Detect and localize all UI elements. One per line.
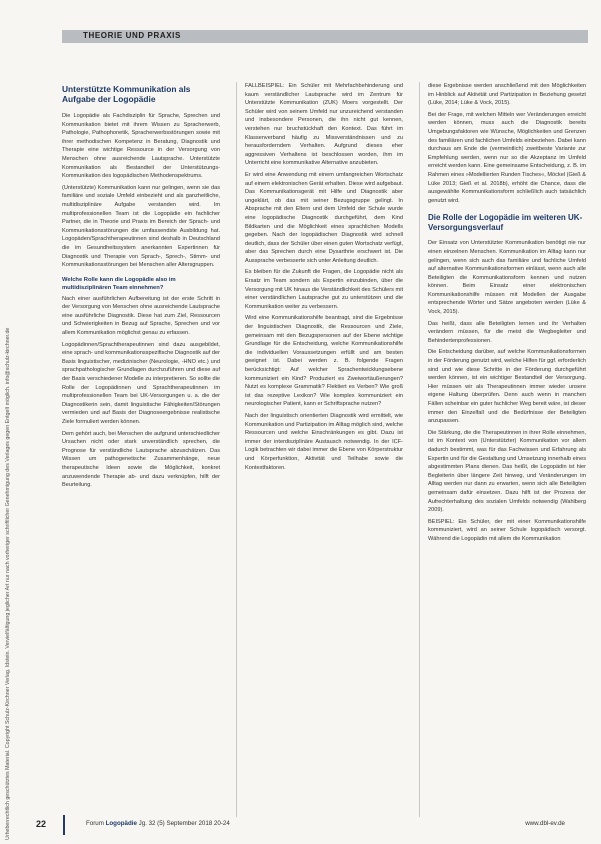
paragraph: (Unterstützte) Kommunikation kann nur gelingen, wenn sie das familiäre und soziale Umfeld einbezieht und als ganzheitliche, multidisziplinäre Aufgabe verstanden wird. Im multiprofessionellen Team ist die Logopädie ein fachlicher Partner, die in Theorie und Praxis im Bereich der Sprach- und Kommunikationsstörungen die umfassendste Ausbildung hat. Logopäden/Sprachtherapeutinnen sind deshalb in Deutschland die im Gesundheitssystem anerkannten Expertinnen für Diagnostik und Therapie von Sprach-, Sprech-, Stimm- und Kommunikationsstörungen bei Menschen aller Altersgruppen.: [62, 184, 220, 269]
column-divider: [419, 82, 420, 817]
paragraph: Nach der linguistisch orientierten Diagnostik wird ermittelt, wie Kommunikation und Partizipation im Alltag möglich sind, welche Ressourcen und welche Einschränkungen es gibt. Dazu ist immer der interdisziplinäre Austausch notwendig. In der ICF-Logik betrachten wir dabei immer die Ebene von Körperstruktur und Körperfunktion, Aktivität und Teilhabe sowie die Kontextfaktoren.: [245, 412, 403, 471]
journal-prefix: Forum: [86, 820, 106, 827]
column-1: [62, 82, 220, 493]
paragraph: Die Stärkung, die die Therapeutinnen in ihrer Rolle einnehmen, ist im Kontext von (Unterstützter) Kommunikation vor allem dadurch bestimmt, was für das Fachwissen und Erfahrung als Expertin und für die Gestaltung und Umsetzung innerhalb eines abgestimmten Plans dienen. Das heißt, die Logopädin ist hier Begleiterin über längere Zeit hinweg, und Veränderungen im Alltag werden nur dann zu erwarten, wenn sich alle Beteiligten gemeinsam dafür einsetzen. Dazu hilft ist der Prozess der Aufrechterhaltung des sozialen Umfelds notwendig (Wahlberg 2009).: [428, 429, 586, 514]
paragraph: Das heißt, dass alle Beteiligten lernen und ihr Verhalten verändern müssen, für die meist die Wegbegleiter und Behindertenprofessionen.: [428, 320, 586, 344]
paragraph: Es bleiben für die Zukunft die Fragen, die Logopädie nicht als Ersatz im Team sondern als Expertin einzubinden, über die Versorgung mit UK hinaus die Verständlichkeit des Schülers mit einer verständlichen Lautsprache gut zu unterstützen und die Kommunikation weiter zu verbessern.: [245, 269, 403, 310]
section-heading: Die Rolle der Logopädie im weiteren UK-Versorgungsverlauf: [428, 213, 583, 233]
column-2: [245, 82, 403, 475]
paragraph: Bei der Frage, mit welchen Mitteln wer Veränderungen erreicht werden können, muss auch die Diagnostik bereits Umgebungsfaktoren wie Wünsche, Möglichkeiten und Grenzen des familiären und fachlichen Umfelds einbeziehen. Dabei kann durchaus am Ende die (vermeintlich) zweitbeste Variante zur Empfehlung werden, wenn nur so die Akzeptanz im Umfeld erreicht werden kann. Eine gemeinsame Entscheidung, z. B. im Rahmen eines »Modellierten Runden Tisches«, Möckel (Gieß & Lüke 2013; Gieß et al. 2018b), erhöht die Chance, dass die ausgewählte Kommunikationsform schließlich auch tatsächlich genutzt wird.: [428, 111, 586, 204]
journal-citation: [86, 820, 230, 827]
copyright-notice: Urheberrechtlich geschütztes Material. Copyright Schulz-Kirchner Verlag. Idstein. Vervielfältigung jeglicher Art nur nach vorheriger schriftlicher Genehmigung des Verlages gegen Entgelt möglich. info@schulz-kirchner.de: [5, 327, 11, 840]
subheading: Welche Rolle kann die Logopädie also im multidisziplinären Team einnehmen?: [62, 276, 176, 291]
paragraph: Er wird eine Anwendung mit einem umfangreichen Wortschatz auf einem elektronischen Gerät erhalten. Diese wird aufgebaut. Das Kommunikationsgerät mit Hilfe und Diagnostik aber ungeklärt, ob das mit seiner Bezugsgruppe gelingt. In Absprache mit den Eltern und dem Umfeld der Schule wurde eine logopädische Diagnostik durchgeführt, dem Kind Bildkarten und die Möglichkeit eines sprachlichen Modells gegeben. Nach der logopädischen Diagnostik wird schnell deutlich, dass der Schüler über einen guten Wortschatz verfügt, aber das Sprechen durch eine Dysarthrie erschwert ist. Die Aussprache verbesserte sich unter Anleitung deutlich.: [245, 171, 403, 264]
publisher-url[interactable]: www.dbl-ev.de: [525, 820, 565, 827]
paragraph: Nach einer ausführlichen Aufbereitung ist der erste Schritt in der Versorgung von Menschen ohne ausreichende Lautsprache eine ausführliche Diagnostik. Diese hat zum Ziel, Ressourcen und Schwierigkeiten in Bezug auf Sprache, Sprechen und vor allem Kommunikation möglichst genau zu erfassen.: [62, 295, 220, 337]
journal-brand: Logopädie: [105, 820, 137, 827]
case-example-paragraph: BEISPIEL: Ein Schüler, der mit einer Kommunikationshilfe kommuniziert, wird an seiner Schule logopädisch versorgt. Während die Logopädin mit allem die Kommunikation: [428, 518, 586, 542]
case-example-paragraph: FALLBEISPIEL: Ein Schüler mit Mehrfachbehinderung und kaum verständlicher Lautsprache wird im Zentrum für Unterstützte Kommunikation (ZUK) Moers vorgestellt. Der Schüler wird von seinem Umfeld nur unzureichend verstanden und insbesondere Personen, die ihn nicht gut kennen, verstehen nur bruchstückhaft den Kontext. Das führt im Klassenverband häufig zu Missverständnissen und zu herausforderndem Verhalten. Aufgrund dieses eher aggressiven Verhaltens ist beschlossen worden, ihm im Unterricht eine kommunikative Alternative anzubieten.: [245, 83, 403, 167]
paragraph: Dem gehört auch, bei Menschen die aufgrund unterschiedlicher Ursachen nicht oder stark unverständlich sprechen, die Prognose für verständliche Lautsprache abzuschätzen. Das Wissen um pathogenetische Zusammenhänge, neue therapeutische Ideen sowie die Möglichkeit, konkret anzuwendende Therapie ab- und dazu verknüpfen, hilft der Beurteilung.: [62, 430, 220, 489]
page-number: 22: [36, 819, 47, 829]
paragraph: Die Entscheidung darüber, auf welche Kommunikationsformen in der Förderung genutzt wird, welche Hilfen für ggf. erforderlich sind und wie diese Schritte in der Förderung durchgeführt werden können, ist ein wichtiger Bestandteil der Versorgung. Hier müssen wir als Therapeutinnen immer wieder unsere eigene Haltung überprüfen. Denn auch wenn in manchen Fällen scheinbar ein guter fachlicher Weg bereit wäre, ist dieser immer den Einzelfall und die Bedürfnisse der Beteiligten anzupassen.: [428, 349, 586, 425]
paragraph: diese Ergebnisse werden anschließend mit den Möglichkeiten im Hinblick auf Aktivität und Partizipation in Beziehung gesetzt (Lüke, 2014; Lüke & Vock, 2015).: [428, 83, 586, 107]
page-footer: [0, 815, 601, 835]
paragraph: Logopädinnen/Sprachtherapeutinnen sind dazu ausgebildet, eine sprach- und kommunikationsspezifische Diagnostik auf der Basis linguistischer, medizinischer (Neurologie, -HNO etc.) und sprachpathologischer Grundlagen durchzuführen und diese auf der Basis verschiedener Modelle zu interpretieren. So sollte die Rolle der Logopädinnen und Sprachtherapeutinnen im multiprofessionellen Team bei UK-Versorgungen u. a. die der Diagnostikerin sein, damit linguistische Fähigkeiten/Störungen vermieden und auf Basis der Diagnoseergebnisse realistische Ziele formuliert werden können.: [62, 341, 220, 425]
section-header-label: THEORIE UND PRAXIS: [83, 31, 181, 40]
article-title: Unterstützte Kommunikation als Aufgabe der Logopädie: [62, 84, 191, 104]
paragraph: Wird eine Kommunikationshilfe beantragt, sind die Ergebnisse der linguistischen Diagnostik, die Ressourcen und Ziele, gemeinsam mit den Bezugspersonen auf der Ebene wichtige Grundlage für die Entscheidung, welche Kommunikationshilfe die individuellen Voraussetzungen erfüllt und am besten geeignet ist. Dabei werden z. B. folgende Fragen berücksichtigt: Auf welcher Sprachentwicklungsebene kommuniziert ein Kind? Produziert es Zweiwortäußerungen? Nutzt es komplexe Grammatik? Flektiert es Verben? Wie groß ist das rezeptive Lexikon? Wie komplex kommuniziert ein neurologischer Patient, kann er Schriftsprache nutzen?: [245, 315, 403, 408]
footer-divider: [63, 815, 65, 835]
paragraph: Die Logopädie als Fachdisziplin für Sprache, Sprechen und Kommunikation bietet mit ihrem Wissen zu Spracherwerb, Pathologie, Pathophonetik, Spracherwerbsstörungen sowie mit ihrer methodischen Kompetenz in Beratung, Diagnostik und Therapie eine wichtige Ressource in der Versorgung von Menschen ohne ausreichende Lautsprache. Unterstützte Kommunikation als Bestandteil der Unterstützungs-Kommunikation des logopädischen Methodenspektrums.: [62, 113, 220, 180]
column-3: [428, 82, 586, 547]
column-divider: [236, 82, 237, 817]
paragraph: Der Einsatz von Unterstützter Kommunikation benötigt nie nur einen einzelnen Menschen. Kommunikation im Alltag kann nur gelingen, wenn sich auch das familiäre und fachliche Umfeld auf alternative Kommunikationsformen einlässt, wenn auch alle Beteiligten die Kommunikationsform kennen und nutzen können. Beim Einsatz einer elektronischen Kommunikationshilfe müssen mit Modellen der Ausgabe entsprechende Wörter und Sätze angeboten werden (Lüke & Vock, 2015).: [428, 240, 586, 316]
journal-issue: Jg. 32 (5) September 2018 20-24: [136, 820, 230, 827]
